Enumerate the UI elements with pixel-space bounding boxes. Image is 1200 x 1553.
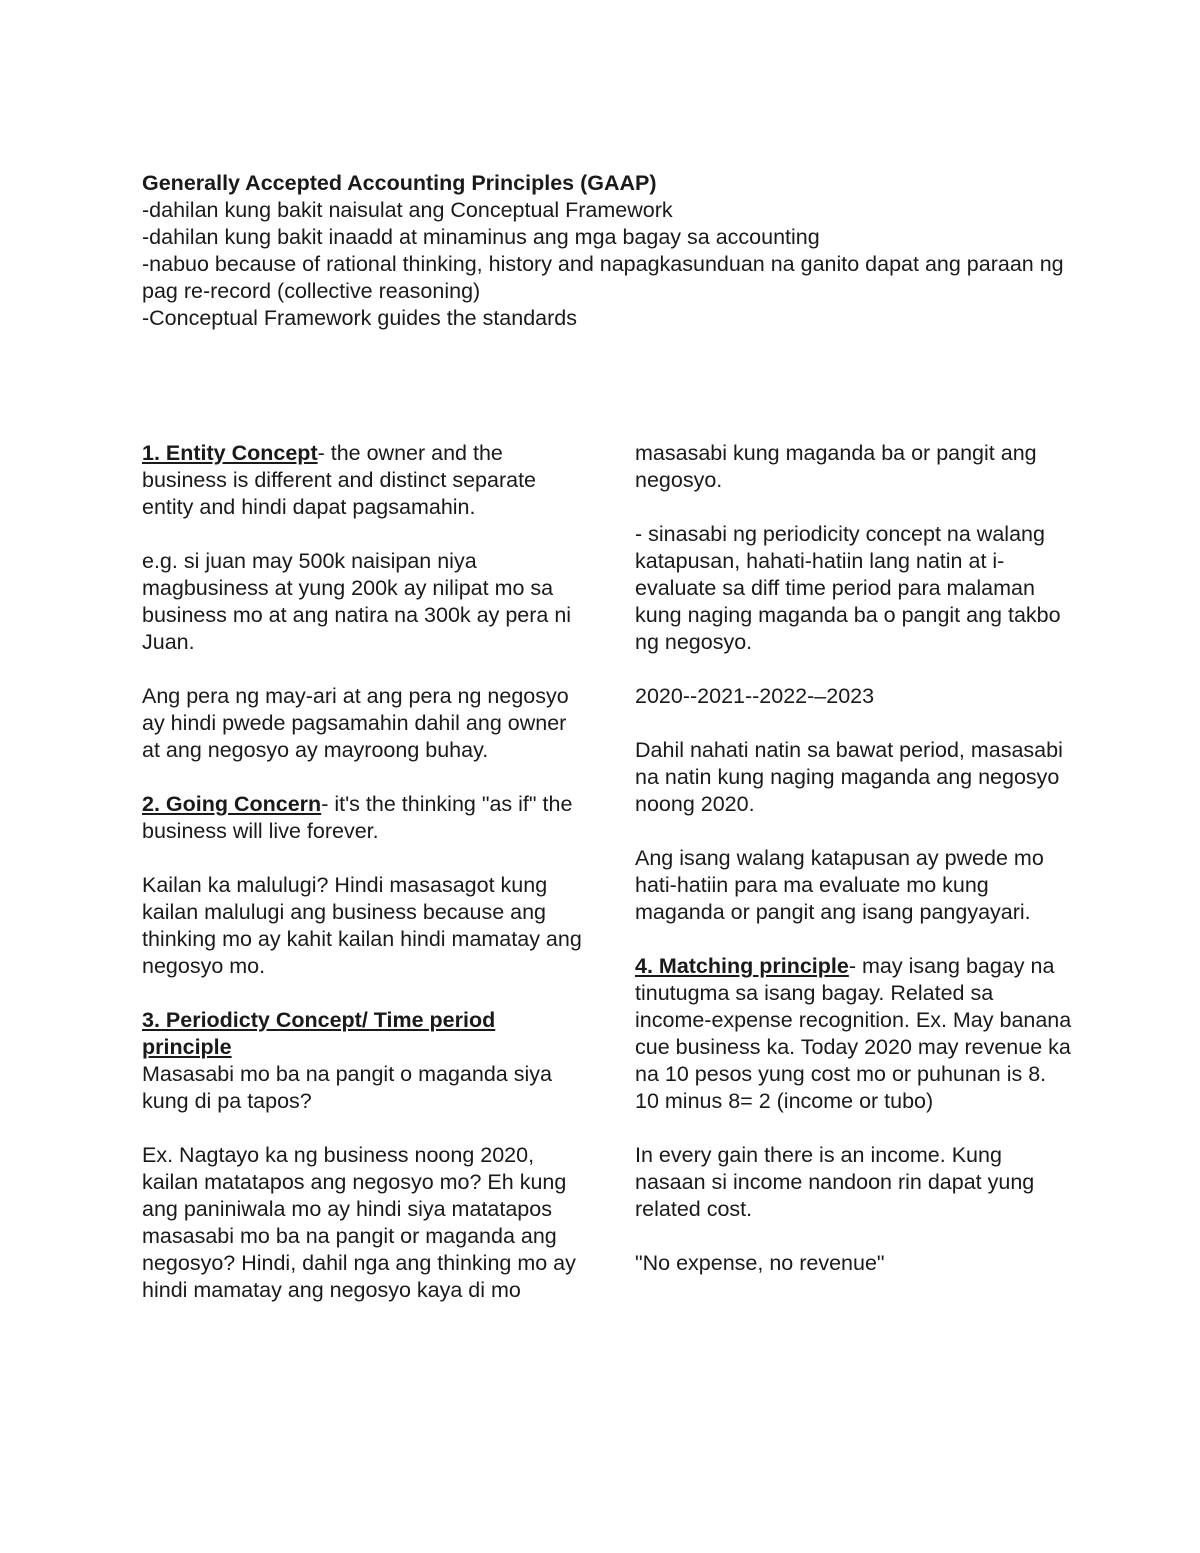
periodicity-text: Masasabi mo ba na pangit o maganda siya kung di pa tapos? bbox=[142, 1062, 552, 1113]
going-concern-note-paragraph: Kailan ka malulugi? Hindi masasagot kung kailan malulugi ang business because ang thinking mo ay kahit kailan hindi mamatay ang negosyo mo. bbox=[142, 873, 582, 978]
matching-text: - may isang bagay na tinutugma sa isang bagay. Related sa income-expense recognition. Ex. May banana cue business ka. Today 2020 may revenue ka na 10 pesos yung cost mo or puhunan is 8. 10 minus 8= 2 (income or tubo) bbox=[635, 954, 1072, 1113]
going-concern-text: - it's the thinking "as if" the business will live forever. bbox=[142, 792, 573, 843]
entity-concept-heading: 1. Entity Concept bbox=[142, 441, 318, 465]
header-line: -nabuo because of rational thinking, history and napagkasunduan na ganito dapat ang paraan ng pag re-record (collective reasoning) bbox=[142, 252, 1064, 303]
periodicity-paragraph bbox=[142, 1007, 582, 1115]
header-line: -dahilan kung bakit naisulat ang Conceptual Framework bbox=[142, 198, 673, 222]
gaap-header bbox=[142, 170, 1082, 332]
period-note2-paragraph: Ang isang walang katapusan ay pwede mo hati-hatiin para ma evaluate mo kung maganda or pangit ang isang pangyayari. bbox=[635, 846, 1044, 924]
periodicity-note-paragraph: - sinasabi ng periodicity concept na walang katapusan, hahati-hatiin lang natin at i-evaluate sa diff time period para malaman kung naging maganda ba o pangit ang takbo ng negosyo. bbox=[635, 522, 1061, 654]
going-concern-heading: 2. Going Concern bbox=[142, 792, 322, 816]
entity-example-paragraph: e.g. si juan may 500k naisipan niya magbusiness at yung 200k ay nilipat mo sa business mo at ang natira na 300k ay pera ni Juan. bbox=[142, 549, 572, 654]
continuation-paragraph: masasabi kung maganda ba or pangit ang negosyo. bbox=[635, 441, 1037, 492]
entity-concept-text: - the owner and the business is different and distinct separate entity and hindi dapat pagsamahin. bbox=[142, 441, 537, 519]
years-line: 2020--2021--2022-–2023 bbox=[635, 684, 875, 708]
period-note-paragraph: Dahil nahati natin sa bawat period, masasabi na natin kung naging maganda ang negosyo noong 2020. bbox=[635, 738, 1063, 816]
matching-heading: 4. Matching principle bbox=[635, 954, 849, 978]
matching-paragraph bbox=[635, 953, 1075, 1115]
header-line: -Conceptual Framework guides the standards bbox=[142, 306, 577, 330]
right-column bbox=[635, 440, 1075, 1277]
matching-note-paragraph: In every gain there is an income. Kung nasaan si income nandoon rin dapat yung related cost. bbox=[635, 1143, 1035, 1221]
periodicity-heading: 3. Periodicty Concept/ Time period principle bbox=[142, 1008, 496, 1059]
header-line: -dahilan kung bakit inaadd at minaminus ang mga bagay sa accounting bbox=[142, 225, 820, 249]
left-column bbox=[142, 440, 582, 1304]
going-concern-paragraph bbox=[142, 791, 582, 845]
quote-line: "No expense, no revenue" bbox=[635, 1251, 885, 1275]
document-title: Generally Accepted Accounting Principles (GAAP) bbox=[142, 171, 657, 195]
entity-concept-paragraph bbox=[142, 440, 582, 521]
entity-note-paragraph: Ang pera ng may-ari at ang pera ng negosyo ay hindi pwede pagsamahin dahil ang owner at ang negosyo ay mayroong buhay. bbox=[142, 684, 569, 762]
periodicity-example-paragraph: Ex. Nagtayo ka ng business noong 2020, kailan matatapos ang negosyo mo? Eh kung ang paniniwala mo ay hindi siya matatapos masasabi mo ba na pangit or maganda ang negosyo? Hindi, dahil nga ang thinking mo ay hindi mamatay ang negosyo kaya di mo bbox=[142, 1143, 576, 1302]
